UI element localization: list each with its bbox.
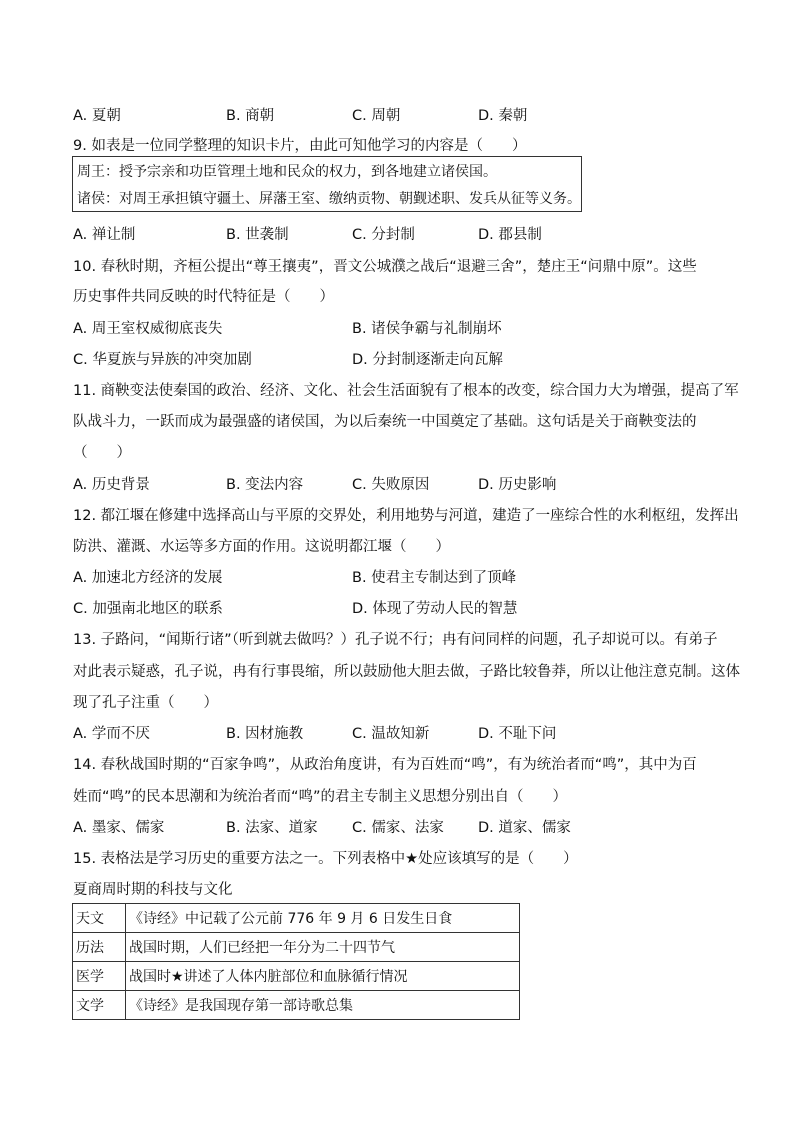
- table-row: [73, 904, 520, 933]
- q15-table-title: 夏商周时期的科技与文化: [73, 882, 233, 898]
- q12-option-d: D. 体现了劳动人民的智慧: [352, 601, 518, 617]
- q12-option-b: B. 使君主专制达到了顶峰: [352, 570, 517, 586]
- q10-option-a: A. 周王室权威彻底丧失: [73, 321, 223, 337]
- q9-option-d: D. 郡县制: [478, 227, 542, 243]
- q13-stem-line3: 现了孔子注重（ ）: [73, 695, 218, 711]
- q14-option-c: C. 儒家、法家: [352, 820, 444, 836]
- q14-stem-line1: 14. 春秋战国时期的“百家争鸣”，从政治角度讲，有为百姓而“鸣”，有为统治者而“鸣”，其中为百: [73, 757, 697, 773]
- q10-stem-line1: 10. 春秋时期，齐桓公提出“尊王攘夷”，晋文公城濮之战后“退避三舍”，楚庄王“问鼎中原”。这些: [73, 259, 697, 275]
- table-cell-content: 战国时★讲述了人体内脏部位和血脉循行情况: [126, 962, 520, 991]
- q9-stem: 9. 如表是一位同学整理的知识卡片，由此可知他学习的内容是（ ）: [73, 138, 527, 154]
- q11-stem-line2: 队战斗力，一跃而成为最强盛的诸侯国，为以后秦统一中国奠定了基础。这句话是关于商鞅变法的: [73, 414, 697, 430]
- q13-option-c: C. 温故知新: [352, 726, 430, 742]
- q14-option-a: A. 墨家、儒家: [73, 820, 165, 836]
- q9-option-c: C. 分封制: [352, 227, 415, 243]
- q9-knowledge-card: [72, 156, 582, 212]
- q11-option-d: D. 历史影响: [478, 477, 557, 493]
- q11-stem-line1: 11. 商鞅变法使秦国的政治、经济、文化、社会生活面貌有了根本的改变，综合国力大为增强，提高了军: [73, 383, 739, 399]
- q15-stem: 15. 表格法是学习历史的重要方法之一。下列表格中★处应该填写的是（ ）: [73, 851, 578, 867]
- q9-card-row-lords: 诸侯：对周王承担镇守疆土、屏藩王室、缴纳贡物、朝觐述职、发兵从征等义务。: [77, 191, 581, 207]
- table-cell-content: 《诗经》中记载了公元前 776 年 9 月 6 日发生日食: [126, 904, 520, 933]
- table-row: [73, 991, 520, 1020]
- q8-option-b: B. 商朝: [226, 108, 275, 124]
- q15-table: [72, 903, 520, 1020]
- q12-stem-line2: 防洪、灌溉、水运等多方面的作用。这说明都江堰（ ）: [73, 539, 450, 555]
- q10-stem-line2: 历史事件共同反映的时代特征是（ ）: [73, 289, 334, 305]
- q10-option-d: D. 分封制逐渐走向瓦解: [352, 352, 503, 368]
- table-cell-category: 天文: [73, 904, 126, 933]
- q13-option-a: A. 学而不厌: [73, 726, 150, 742]
- q11-stem-line3: （ ）: [73, 445, 131, 461]
- table-row: [73, 933, 520, 962]
- q14-option-d: D. 道家、儒家: [478, 820, 571, 836]
- table-cell-content: 《诗经》是我国现存第一部诗歌总集: [126, 991, 520, 1020]
- q12-option-a: A. 加速北方经济的发展: [73, 570, 223, 586]
- q13-stem-line2: 对此表示疑惑，孔子说，冉有行事畏缩，所以鼓励他大胆去做，子路比较鲁莽，所以让他注意克制。这体: [73, 664, 740, 680]
- q13-option-b: B. 因材施教: [226, 726, 304, 742]
- q8-option-a: A. 夏朝: [73, 108, 121, 124]
- q12-stem-line1: 12. 都江堰在修建中选择高山与平原的交界处，利用地势与河道，建造了一座综合性的水利枢纽，发挥出: [73, 508, 739, 524]
- q10-option-c: C. 华夏族与异族的冲突加剧: [73, 352, 252, 368]
- q12-option-c: C. 加强南北地区的联系: [73, 601, 223, 617]
- q14-stem-line2: 姓而“鸣”的民本思潮和为统治者而“鸣”的君主专制主义思想分别出自（ ）: [73, 789, 568, 805]
- table-cell-content: 战国时期，人们已经把一年分为二十四节气: [126, 933, 520, 962]
- table-row: [73, 962, 520, 991]
- q8-option-d: D. 秦朝: [478, 108, 528, 124]
- table-cell-category: 医学: [73, 962, 126, 991]
- q9-option-b: B. 世袭制: [226, 227, 289, 243]
- q14-option-b: B. 法家、道家: [226, 820, 318, 836]
- q13-option-d: D. 不耻下问: [478, 726, 557, 742]
- q13-stem-line1: 13. 子路问，“闻斯行诸”（听到就去做吗？）孔子说不行；冉有问同样的问题，孔子却说可以。有弟子: [73, 632, 718, 648]
- q11-option-b: B. 变法内容: [226, 477, 304, 493]
- q9-card-row-king: 周王：授予宗亲和功臣管理土地和民众的权力，到各地建立诸侯国。: [77, 164, 497, 180]
- q11-option-c: C. 失败原因: [352, 477, 430, 493]
- table-cell-category: 文学: [73, 991, 126, 1020]
- q8-option-c: C. 周朝: [352, 108, 401, 124]
- q10-option-b: B. 诸侯争霸与礼制崩坏: [352, 321, 502, 337]
- table-cell-category: 历法: [73, 933, 126, 962]
- q11-option-a: A. 历史背景: [73, 477, 150, 493]
- q9-option-a: A. 禅让制: [73, 227, 136, 243]
